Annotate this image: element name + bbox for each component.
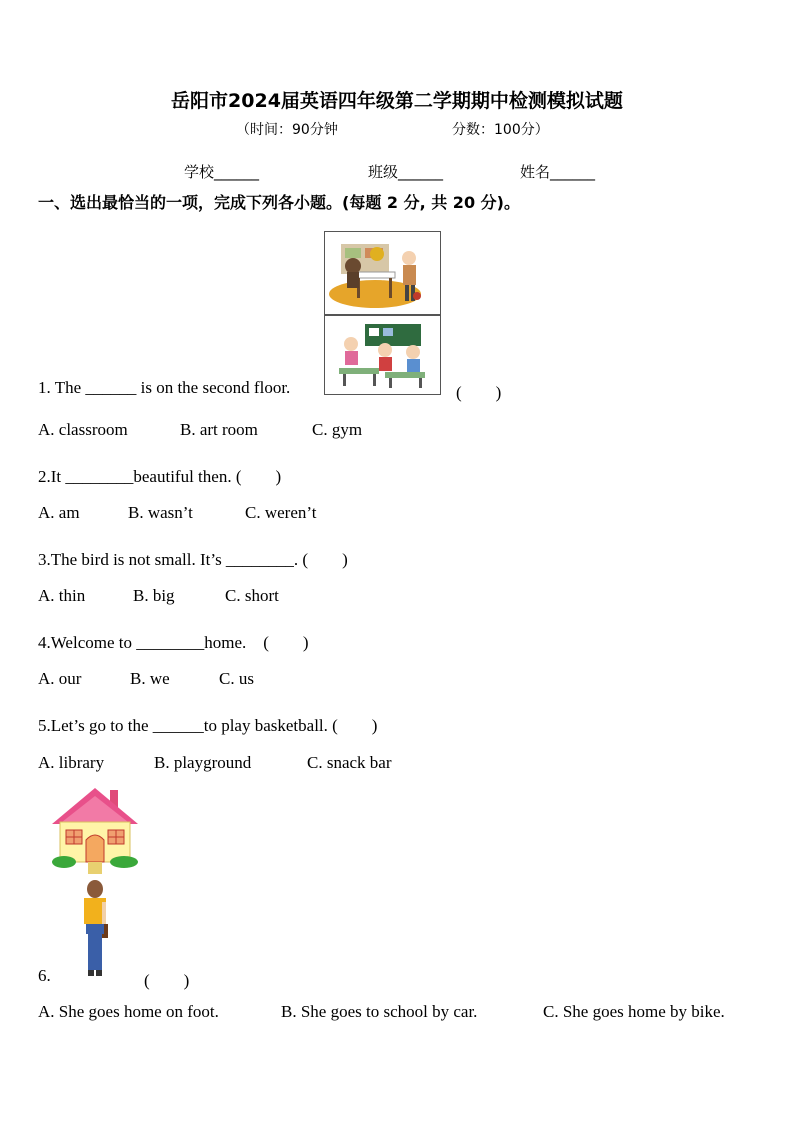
question-3: 3.The bird is not small. It’s ________. ( ) (38, 550, 348, 569)
girl-walking-image (78, 880, 112, 980)
question-4: 4.Welcome to ________home. ( ) (38, 633, 309, 652)
q2-option-a[interactable]: A. am (38, 503, 80, 522)
class-field: 班级______ (368, 163, 444, 181)
q6-option-a[interactable]: A. She goes home on foot. (38, 1002, 219, 1021)
page-title: 岳阳市2024届英语四年级第二学期期中检测模拟试题 (171, 90, 623, 112)
question-6: 6. (38, 966, 51, 985)
q1-option-a[interactable]: A. classroom (38, 420, 128, 439)
question-1: 1. The ______ is on the second floor. (38, 378, 291, 397)
q1-option-c[interactable]: C. gym (312, 420, 363, 439)
exam-score: 分数：100分） (452, 122, 549, 138)
q3-option-a[interactable]: A. thin (38, 586, 86, 605)
q5-option-c[interactable]: C. snack bar (307, 753, 392, 772)
exam-time: （时间：90分钟 (236, 122, 338, 138)
school-field: 学校______ (184, 163, 260, 181)
q6-option-b[interactable]: B. She goes to school by car. (281, 1002, 478, 1021)
q3-option-c[interactable]: C. short (225, 586, 279, 605)
section-1-heading: 一、选出最恰当的一项，完成下列各小题。(每题 2 分, 共 20 分)。 (38, 193, 520, 212)
q4-option-a[interactable]: A. our (38, 669, 82, 688)
q5-option-a[interactable]: A. library (38, 753, 105, 772)
q5-option-b[interactable]: B. playground (154, 753, 252, 772)
q6-option-c[interactable]: C. She goes home by bike. (543, 1002, 725, 1021)
q2-option-c[interactable]: C. weren’t (245, 503, 317, 522)
q2-option-b[interactable]: B. wasn’t (128, 503, 193, 522)
question-6-answer-paren[interactable]: ( ) (144, 971, 190, 990)
name-field: 姓名______ (520, 163, 596, 181)
question-1-answer-paren[interactable]: ( ) (456, 383, 502, 402)
art-room-image (324, 231, 441, 315)
q4-option-b[interactable]: B. we (130, 669, 170, 688)
classroom-image (324, 315, 441, 395)
question-5: 5.Let’s go to the ______to play basketball. ( ) (38, 716, 378, 735)
q4-option-c[interactable]: C. us (219, 669, 254, 688)
q1-option-b[interactable]: B. art room (180, 420, 258, 439)
q3-option-b[interactable]: B. big (133, 586, 175, 605)
house-image (50, 784, 140, 876)
question-2: 2.It ________beautiful then. ( ) (38, 467, 282, 486)
